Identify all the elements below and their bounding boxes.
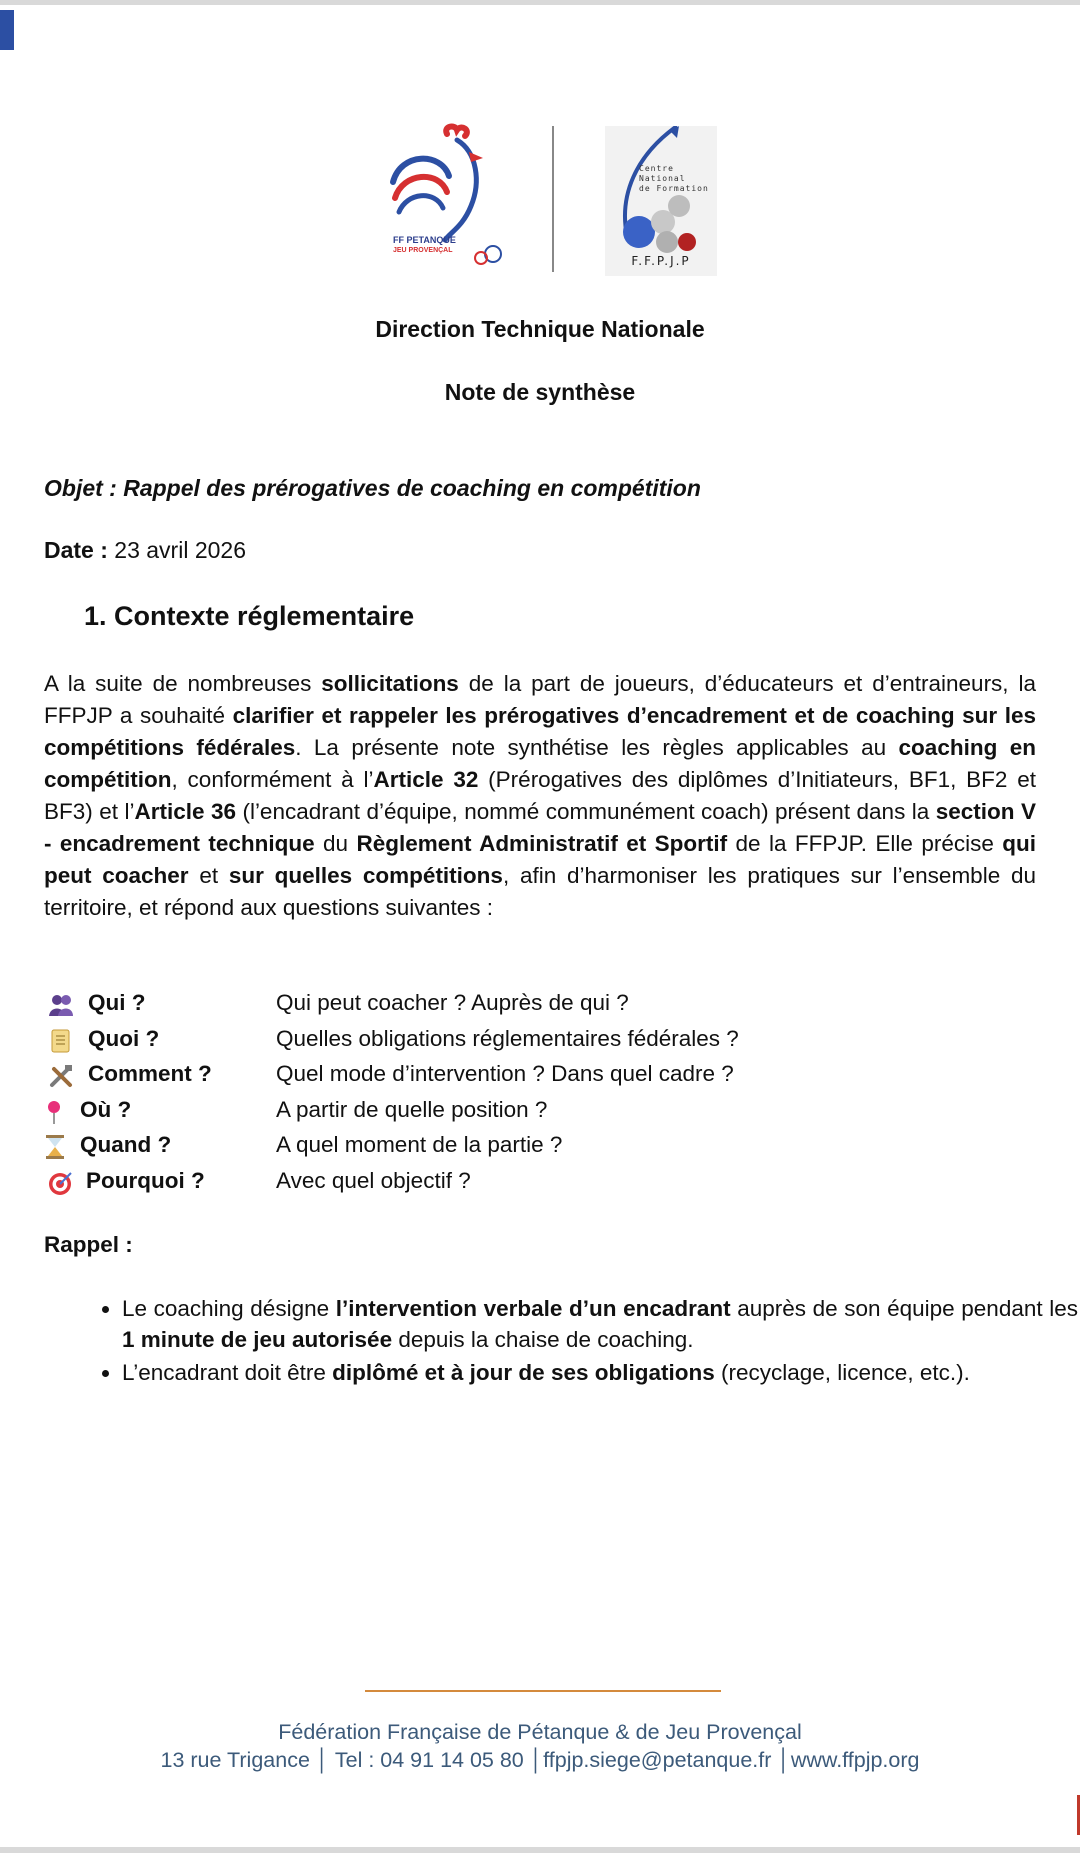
text-run: et: [188, 863, 229, 888]
text-run: , conformément à l’: [171, 767, 374, 792]
top-border: [0, 0, 1080, 5]
text-run: de la part de joueurs, d’éducateurs et d’entraineurs, la FFPJP a souhaité: [44, 671, 1037, 728]
bold-text-run: Article 36: [134, 799, 236, 824]
cnf-logo: [605, 126, 717, 276]
bold-text-run: diplômé et à jour de ses obligations: [332, 1360, 715, 1385]
rappel-bullet: [122, 1293, 1078, 1355]
date-label: Date :: [44, 537, 108, 563]
bold-text-run: qui peut coacher: [44, 831, 1037, 888]
footer-contact: 13 rue Trigance │ Tel : 04 91 14 05 80 │ffpjp.siege@petanque.fr │www.ffpjp.org: [160, 1748, 920, 1772]
rappel-list: [80, 1293, 1078, 1390]
rappel-bullet: [122, 1357, 1078, 1388]
bottom-border: [0, 1847, 1080, 1853]
question-row: [44, 1095, 1044, 1131]
text-run: du: [314, 831, 357, 856]
question-text: Quelles obligations réglementaires fédérales ?: [276, 1025, 739, 1051]
footer-divider: [365, 1690, 721, 1692]
question-label: Qui ?: [88, 990, 146, 1015]
question-label: Quand ?: [80, 1132, 172, 1157]
ffpjp-rooster-logo: [385, 122, 515, 272]
question-text: A partir de quelle position ?: [276, 1096, 548, 1122]
question-text: Quel mode d’intervention ? Dans quel cadre ?: [276, 1061, 734, 1086]
question-row: [44, 1166, 1044, 1202]
bold-text-run: sollicitations: [321, 671, 459, 696]
bold-text-run: section V - encadrement technique: [44, 799, 1037, 856]
text-run: . La présente note synthétise les règles applicables au: [295, 735, 899, 760]
text-run: auprès de son équipe pendant les: [730, 1296, 1078, 1321]
date-value: 23 avril 2026: [107, 537, 246, 563]
question-row: [44, 1130, 1044, 1166]
section-title: 1. Contexte réglementaire: [84, 601, 415, 631]
document-subheading: Note de synthèse: [444, 379, 636, 405]
bold-text-run: Règlement Administratif et Sportif: [356, 831, 728, 856]
text-run: (recyclage, licence, etc.).: [714, 1360, 970, 1385]
bold-text-run: sur quelles compétitions: [228, 863, 503, 888]
question-text: Avec quel objectif ?: [276, 1167, 471, 1193]
subject-line: Objet : Rappel des prérogatives de coaching en compétition: [44, 475, 701, 501]
corner-mark: [0, 10, 14, 50]
context-paragraph: [44, 668, 1036, 924]
date-line: [44, 537, 246, 564]
pin-icon: [44, 1099, 70, 1125]
text-run: L’encadrant doit être: [122, 1360, 333, 1385]
bold-text-run: Article 32: [373, 767, 479, 792]
question-row: [44, 1024, 1044, 1060]
question-label: Pourquoi ?: [86, 1167, 205, 1193]
question-label: Comment ?: [88, 1061, 212, 1086]
question-row: [44, 988, 1044, 1024]
tools-icon: [48, 1063, 74, 1089]
text-run: Le coaching désigne: [122, 1296, 336, 1321]
bold-text-run: coaching en compétition: [44, 735, 1036, 792]
question-text: Qui peut coacher ? Auprès de qui ?: [276, 990, 629, 1015]
questions-list: [44, 988, 1044, 1201]
text-run: , afin d’harmoniser les pratiques sur l’ensemble du territoire, et répond aux questions suivantes :: [44, 863, 1036, 920]
ffpetanque-logo-text: FF PETANQUE JEU PROVENÇAL: [393, 235, 456, 254]
document-heading: Direction Technique Nationale: [375, 316, 705, 342]
question-label: Quoi ?: [88, 1025, 160, 1051]
question-label: Où ?: [80, 1096, 132, 1122]
logo-separator: [552, 126, 554, 272]
hourglass-icon: [44, 1134, 70, 1160]
text-run: de la FFPJP. Elle précise: [727, 831, 1003, 856]
footer-organization: Fédération Française de Pétanque & de Jeu Provençal: [278, 1720, 802, 1744]
people-icon: [48, 992, 74, 1018]
bold-text-run: clarifier et rappeler les prérogatives d’encadrement et de coaching sur les compétitions fédérales: [44, 703, 1036, 760]
bold-text-run: l’intervention verbale d’un encadrant: [335, 1296, 731, 1321]
scroll-icon: [48, 1028, 74, 1054]
text-run: (Prérogatives des diplômes d’Initiateurs, BF1, BF2 et BF3) et l’: [44, 767, 1037, 824]
question-text: A quel moment de la partie ?: [276, 1132, 563, 1157]
logo-header: [385, 122, 725, 282]
ffpjp-initials: F.F.P.J.P: [631, 254, 691, 268]
bold-text-run: 1 minute de jeu autorisée: [122, 1327, 393, 1352]
text-run: depuis la chaise de coaching.: [392, 1327, 694, 1352]
target-icon: [48, 1170, 74, 1196]
question-row: [44, 1059, 1044, 1095]
text-run: (l’encadrant d’équipe, nommé communément coach) présent dans la: [235, 799, 936, 824]
text-run: A la suite de nombreuses: [44, 671, 322, 696]
cnf-logo-text: Centre National de Formation: [639, 164, 709, 193]
rappel-label: Rappel :: [44, 1232, 133, 1257]
